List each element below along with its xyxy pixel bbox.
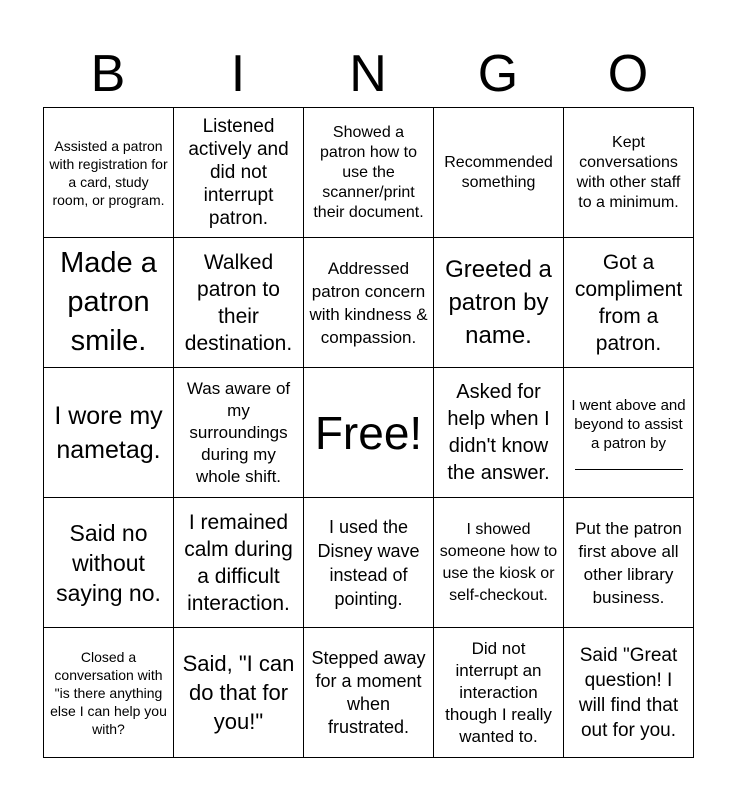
- cell-text: I used the Disney wave instead of pointing.: [317, 516, 420, 609]
- bingo-cell-r2-c2[interactable]: [174, 238, 304, 368]
- bingo-cell-r4-c4[interactable]: [434, 498, 564, 628]
- bingo-cell-r5-c3[interactable]: [304, 628, 434, 758]
- bingo-cell-r1-c3[interactable]: [304, 108, 434, 238]
- fill-in-blank-line[interactable]: [575, 459, 683, 470]
- bingo-cell-free[interactable]: [304, 368, 434, 498]
- bingo-cell-r1-c4[interactable]: [434, 108, 564, 238]
- bingo-cell-r5-c1[interactable]: [44, 628, 174, 758]
- cell-text: Made a patron smile.: [60, 247, 157, 357]
- fill-in-cell-content: [569, 396, 688, 470]
- cell-text: Put the patron first above all other library business.: [575, 518, 682, 607]
- cell-text: Assisted a patron with registration for a card, study room, or program.: [49, 137, 168, 208]
- bingo-cell-r2-c3[interactable]: [304, 238, 434, 368]
- header-letter-g: G: [477, 45, 519, 103]
- cell-text: Kept conversations with other staff to a minimum.: [576, 133, 681, 211]
- cell-text: Closed a conversation with "is there anything else I can help you with?: [50, 648, 167, 737]
- cell-text: Asked for help when I didn't know the answer.: [447, 380, 550, 484]
- bingo-cell-r3-c2[interactable]: [174, 368, 304, 498]
- bingo-header: [43, 40, 693, 108]
- cell-text: Addressed patron concern with kindness & compassion.: [309, 258, 428, 347]
- header-letter-b: B: [90, 45, 126, 103]
- bingo-card-grid: [43, 107, 694, 758]
- cell-text: Said "Great question! I will find that out for you.: [578, 644, 679, 741]
- header-letter-o: O: [607, 45, 649, 103]
- free-space-label: Free!: [314, 406, 423, 459]
- cell-text: I went above and beyond to assist a patron by: [571, 396, 686, 452]
- bingo-cell-r3-c1[interactable]: [44, 368, 174, 498]
- cell-text: Said no without saying no.: [56, 519, 161, 606]
- bingo-cell-r5-c4[interactable]: [434, 628, 564, 758]
- cell-text: I wore my nametag.: [54, 401, 163, 464]
- header-letter-n: N: [349, 45, 387, 103]
- bingo-cell-r1-c2[interactable]: [174, 108, 304, 238]
- bingo-cell-r2-c4[interactable]: [434, 238, 564, 368]
- bingo-cell-r1-c1[interactable]: [44, 108, 174, 238]
- bingo-cell-r2-c1[interactable]: [44, 238, 174, 368]
- cell-text: I remained calm during a difficult interaction.: [184, 510, 293, 615]
- bingo-cell-r5-c5[interactable]: [564, 628, 694, 758]
- cell-text: Did not interrupt an interaction though I really wanted to.: [445, 638, 552, 746]
- bingo-cell-r3-c4[interactable]: [434, 368, 564, 498]
- cell-text: Got a compliment from a patron.: [574, 250, 683, 355]
- bingo-cell-r2-c5[interactable]: [564, 238, 694, 368]
- cell-text: Said, "I can do that for you!": [182, 651, 295, 734]
- header-letter-i: I: [230, 45, 246, 103]
- bingo-cell-r3-c5[interactable]: [564, 368, 694, 498]
- cell-text: Stepped away for a moment when frustrated.: [311, 647, 426, 737]
- bingo-cell-r4-c1[interactable]: [44, 498, 174, 628]
- bingo-cell-r1-c5[interactable]: [564, 108, 694, 238]
- cell-text: Showed a patron how to use the scanner/print their document.: [313, 123, 424, 221]
- cell-text: Greeted a patron by name.: [445, 256, 552, 349]
- cell-text: Recommended something: [444, 153, 553, 191]
- cell-text: Listened actively and did not interrupt patron.: [188, 116, 289, 229]
- bingo-cell-r4-c2[interactable]: [174, 498, 304, 628]
- bingo-cell-r4-c5[interactable]: [564, 498, 694, 628]
- cell-text: Walked patron to their destination.: [184, 250, 293, 355]
- cell-text: Was aware of my surroundings during my whole shift.: [186, 378, 291, 486]
- bingo-cell-r5-c2[interactable]: [174, 628, 304, 758]
- cell-text: I showed someone how to use the kiosk or self-checkout.: [439, 520, 558, 604]
- bingo-cell-r4-c3[interactable]: [304, 498, 434, 628]
